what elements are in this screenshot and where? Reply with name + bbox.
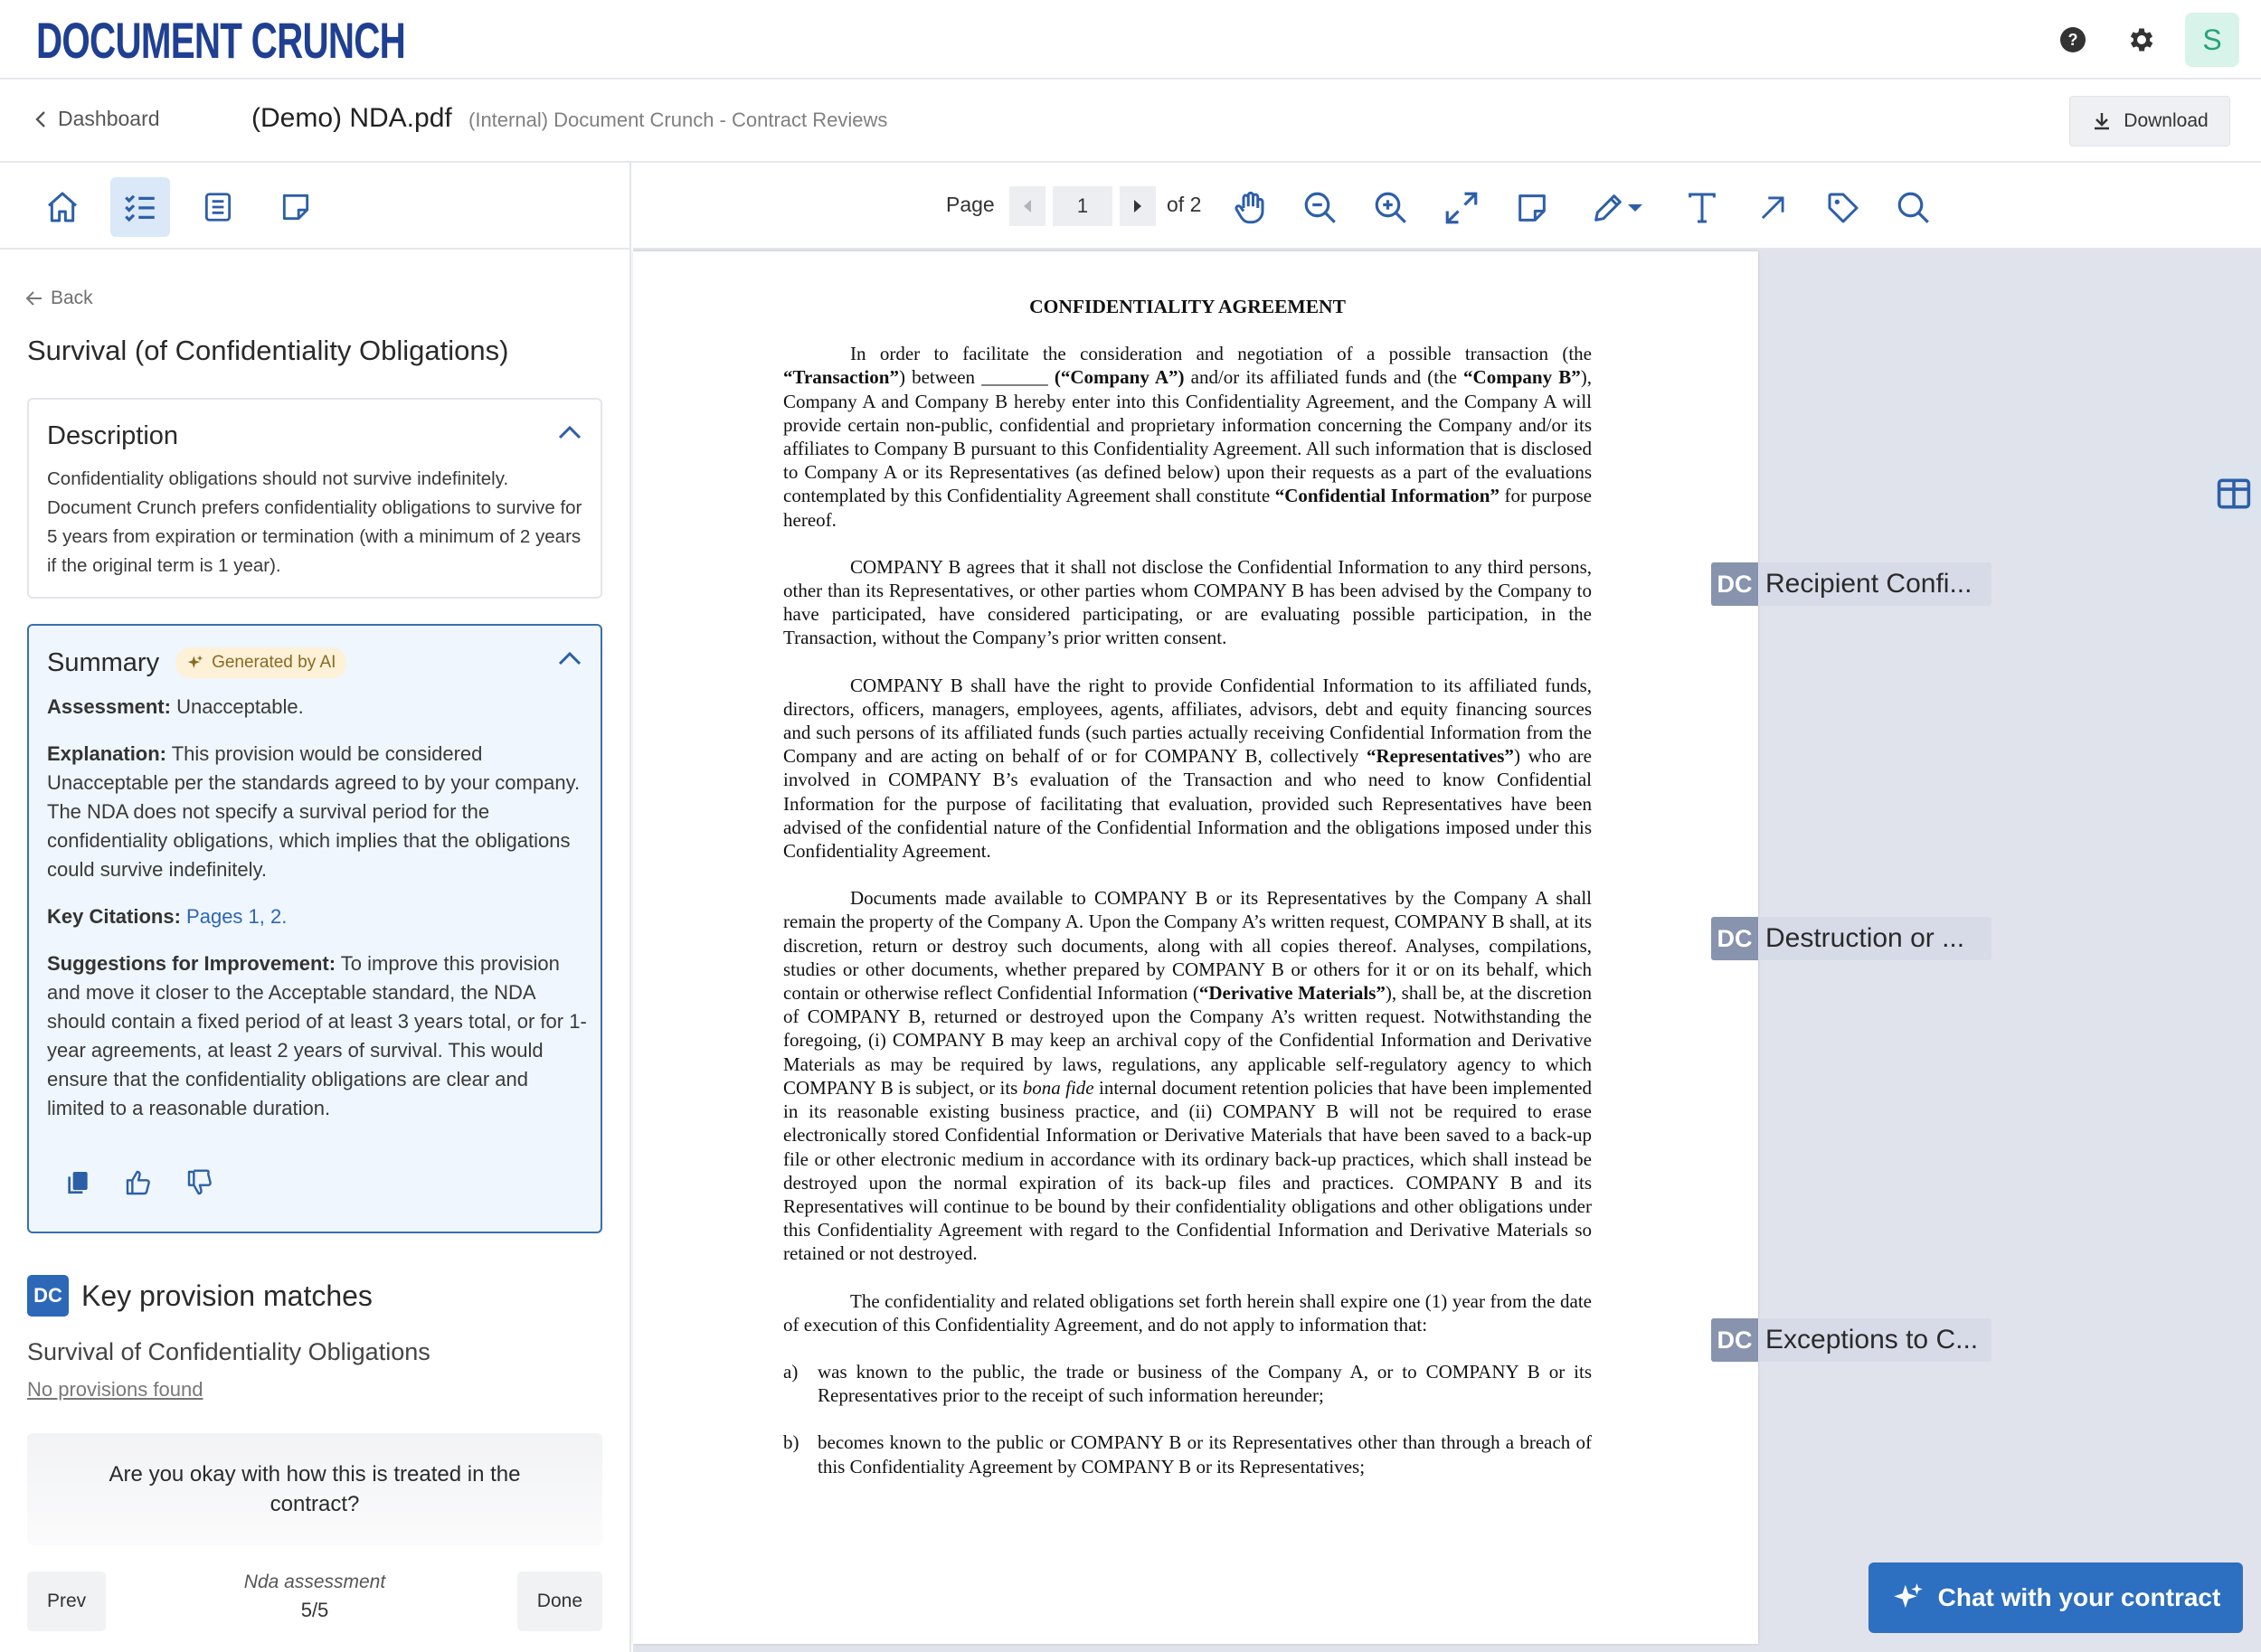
provision-tag-exceptions[interactable]: DC Exceptions to C... [1711, 1318, 1991, 1362]
citation-link-page-2[interactable]: 2 [270, 905, 282, 928]
thumbs-down-icon[interactable] [184, 1168, 215, 1197]
caret-right-icon [1132, 199, 1143, 213]
feedback-actions [63, 1168, 215, 1197]
pen-tool-dropdown[interactable] [1579, 184, 1655, 231]
pen-icon [1590, 190, 1626, 226]
key-provision-matches [27, 1275, 373, 1317]
provision-tag-destruction[interactable]: DC Destruction or ... [1711, 917, 1991, 960]
sparkle-icon [1891, 1581, 1925, 1615]
paragraph-5: The confidentiality and related obligations set forth herein shall expire one (1) year from the date of execution of this Confidentiality Agreement, and do not apply to information that: [783, 1289, 1592, 1336]
assessment-progress: Nda assessment 5/5 [243, 1572, 386, 1621]
key-provisions-heading: Key provision matches [81, 1279, 373, 1312]
document-icon [201, 190, 235, 224]
home-tab[interactable] [33, 177, 92, 237]
note-icon [279, 190, 313, 224]
top-header [0, 0, 2261, 80]
svg-text:?: ? [2067, 31, 2078, 49]
caret-left-icon [1022, 199, 1033, 213]
ai-generated-badge: Generated by AI [175, 647, 346, 678]
home-icon [44, 189, 80, 225]
next-page-button[interactable] [1120, 186, 1156, 226]
page-count: of 2 [1167, 193, 1202, 216]
page-number-input[interactable]: 1 [1053, 186, 1112, 226]
notes-tab[interactable] [266, 177, 326, 237]
document-text[interactable] [783, 295, 1592, 1502]
dc-badge: DC [27, 1275, 69, 1317]
provision-panel [0, 163, 631, 1652]
done-button[interactable]: Done [517, 1572, 602, 1631]
arrow-tool-icon[interactable] [1749, 184, 1796, 231]
chevron-left-icon [34, 110, 47, 128]
zoom-out-icon[interactable] [1297, 184, 1344, 231]
checklist-tab[interactable] [110, 177, 170, 237]
description-text: Confidentiality obligations should not survive indefinitely. Document Crunch prefers confidentiality obligations to survive for 5 years from expiration or termination (with a minimum of 2 years if the original term is 1 year). [47, 468, 582, 576]
summary-heading[interactable]: Summary Generated by AI [47, 647, 346, 678]
key-provisions-subheading: Survival of Confidentiality Obligations [27, 1338, 430, 1365]
dashboard-back-link[interactable]: Dashboard [34, 107, 160, 131]
chat-with-contract-button[interactable]: Chat with your contract [1868, 1562, 2243, 1633]
list-item-b: b) becomes known to the public or COMPANY B or its Representatives other than through a breach of this Confidentiality Agreement by COMPANY B or its Representatives; [783, 1431, 1592, 1477]
header-actions [2048, 13, 2239, 67]
search-icon[interactable] [1890, 184, 1937, 231]
arrow-left-icon [25, 290, 43, 307]
paragraph-4: Documents made available to COMPANY B or its Representatives by the Company A shall remain the property of the Company A. Upon the Company A’s written request, COMPANY B shall, at its discretion, return or destroy such documents, along with all copies thereof. Analyses, compilations, studies or other documents, whether prepared by COMPANY B or others for it or on its behalf, which contain or otherwise reflect Confidential Information (“Derivative Materials”), shall be, at the discretion of COMPANY B, returned or destroyed upon the Company A’s written request. Notwithstanding the foregoing, (i) COMPANY B may keep an archival copy of the Confidential Information and Derivative Materials as may be required by laws, regulations, any applicable self-regulatory agency to which COMPANY B is subject, or its bona fide internal document retention policies that have been implemented in its reasonable existing business practice, and (ii) COMPANY B will not be required to erase electronically stored Confidential Information or Derivative Materials that have been saved to a back-up file or other electronic medium in accordance with its ordinary back-up practices, which shall instead be destroyed upon the normal expiration of its back-up files and practices. COMPANY B and its Representatives will continue to be bound by their confidentiality obligations and other obligations under this Confidentiality Agreement with regard to the Confidential Information and Derivative Materials so retained or not destroyed. [783, 887, 1593, 1265]
summary-card [27, 624, 602, 1233]
zoom-in-icon[interactable] [1367, 184, 1414, 231]
page-label: Page [946, 193, 995, 216]
pan-hand-icon[interactable] [1226, 184, 1273, 231]
columns-icon [2216, 477, 2252, 510]
document-name: (Demo) NDA.pdf [251, 103, 452, 133]
citation-link-page-1[interactable]: Pages 1 [186, 905, 260, 928]
provision-tag-recipient[interactable]: DC Recipient Confi... [1711, 562, 1991, 606]
caret-down-icon [1626, 202, 1644, 214]
description-heading[interactable]: Description [47, 421, 179, 450]
copy-icon[interactable] [63, 1168, 92, 1197]
summary-body [47, 693, 590, 1141]
previous-page-button[interactable] [1009, 186, 1045, 226]
document-path: (Internal) Document Crunch - Contract Reviews [468, 109, 888, 131]
document-tab[interactable] [188, 177, 248, 237]
viewer-toolbar [633, 163, 2261, 250]
review-question: Are you okay with how this is treated in the contract? [27, 1433, 602, 1545]
no-provisions-link[interactable]: No provisions found [27, 1378, 203, 1401]
explanation: Explanation: This provision would be considered Unacceptable per the standards agreed to by your company. The NDA does not specify a survival period for the confidentiality obligations, which implies that the obligations could survive indefinitely. [47, 742, 581, 881]
text-tool-icon[interactable] [1679, 184, 1726, 231]
chevron-up-icon[interactable] [557, 423, 582, 441]
list-item-a: a) was known to the public, the trade or business of the Company A, or to COMPANY B or its Representatives prior to the receipt of such information hereunder; [783, 1360, 1592, 1407]
sticky-note-icon[interactable] [1509, 184, 1556, 231]
suggestions: Suggestions for Improvement: To improve this provision and move it closer to the Acceptable standard, the NDA should contain a fixed period of at least 3 years total, or for 1-year agreements, at least 2 years of survival. This would ensure that the confidentiality obligations are clear and limited to a reasonable duration. [47, 952, 587, 1119]
document-title: CONFIDENTIALITY AGREEMENT [1029, 296, 1346, 317]
description-card [27, 398, 602, 599]
assessment-navigation [27, 1572, 602, 1631]
help-icon[interactable] [2048, 14, 2098, 65]
sparkle-icon [186, 654, 204, 672]
assessment: Assessment: Unacceptable. [47, 695, 304, 718]
paragraph-3: COMPANY B shall have the right to provide Confidential Information to its affiliated funds, directors, officers, managers, employees, agents, affiliates, advisors, debt and equity financing sources and such persons of its affiliated funds (such parties actually receiving Confidential Information from the Company and are acting on behalf of or for COMPANY B, collectively “Representatives”) who are involved in COMPANY B’s evaluation of the Transaction and who need to know Confidential Information for the purpose of facilitating that evaluation, provided such Representatives have been advised of the confidential nature of the Confidential Information and the obligations imposed under this Confidentiality Agreement. [783, 674, 1592, 863]
paragraph-2: COMPANY B agrees that it shall not disclose the Confidential Information to any third persons, other than its Representatives, or other parties whom COMPANY B has been advised by the Company to have participated, have considered participating, or are evaluating possible participation, in the Transaction, without the Company’s prior written consent. [783, 555, 1592, 649]
pdf-page[interactable] [633, 251, 1758, 1644]
chevron-up-icon[interactable] [557, 649, 582, 667]
gear-icon[interactable] [2116, 14, 2167, 65]
checklist-icon [121, 188, 159, 226]
panel-tabs [0, 163, 631, 250]
provision-title: Survival (of Confidentiality Obligations) [27, 335, 509, 366]
document-crunch-logo[interactable]: DOCUMENT CRUNCH [36, 11, 406, 69]
download-icon [2091, 110, 2113, 132]
user-avatar[interactable]: S [2185, 13, 2239, 67]
thumbs-up-icon[interactable] [123, 1168, 154, 1197]
fit-page-icon[interactable] [1438, 184, 1485, 231]
split-view-toggle[interactable] [2207, 463, 2261, 524]
tag-icon[interactable] [1820, 184, 1867, 231]
prev-button[interactable]: Prev [27, 1572, 106, 1631]
download-button[interactable]: Download [2069, 96, 2230, 146]
document-header [0, 80, 2261, 163]
back-link[interactable]: Back [25, 288, 93, 309]
paragraph-1: In order to facilitate the consideration and negotiation of a possible transaction (the “Transaction”) between _______ (“Company A”) and/or its affiliated funds and (the “Company B”), Company A and Company B hereby enter into this Confidentiality Agreement, and the Company A will provide certain non-public, confidential and proprietary information concerning the Company and/or its affiliates to Company B pursuant to this Confidentiality Agreement. All such information that is disclosed to Company A or its Representatives (as defined below) upon their requests as a part of the evaluations contemplated by this Confidentiality Agreement shall constitute “Confidential Information” for purpose hereof. [783, 343, 1592, 531]
key-citations: Key Citations: Pages 1, 2. [47, 905, 288, 928]
